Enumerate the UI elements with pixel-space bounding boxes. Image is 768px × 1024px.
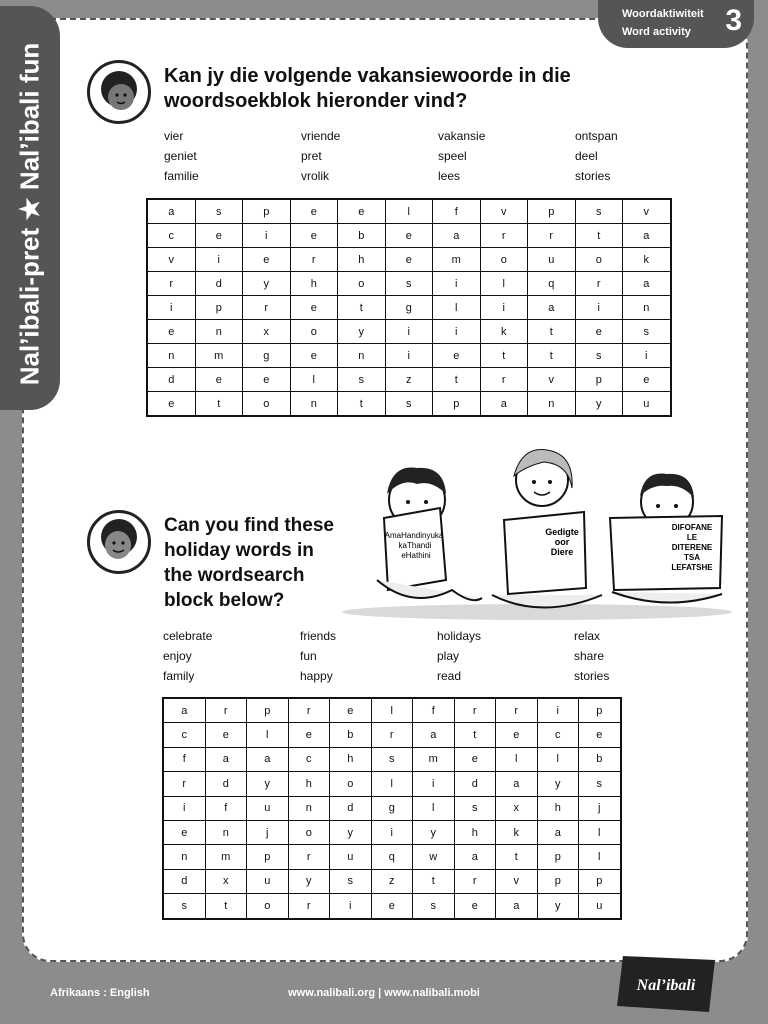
grid-cell: a bbox=[537, 820, 579, 844]
word-item: play bbox=[437, 649, 460, 663]
badge-label-en: Word activity bbox=[622, 26, 691, 38]
grid-cell: i bbox=[433, 320, 481, 344]
grid-row bbox=[147, 392, 671, 417]
grid-cell: y bbox=[537, 772, 579, 796]
book-1-title-line: AmaHandinyuka bbox=[384, 531, 444, 540]
grid-cell: l bbox=[371, 772, 413, 796]
grid-cell: r bbox=[205, 698, 247, 723]
grid-row bbox=[147, 344, 671, 368]
grid-cell: m bbox=[205, 845, 247, 869]
grid-cell: k bbox=[496, 820, 538, 844]
grid-cell: l bbox=[480, 272, 528, 296]
grid-cell: i bbox=[537, 698, 579, 723]
grid-cell: e bbox=[290, 199, 338, 224]
grid-cell: i bbox=[371, 820, 413, 844]
wordsearch-grid-af bbox=[146, 198, 672, 417]
grid-cell: t bbox=[528, 344, 576, 368]
grid-cell: e bbox=[243, 368, 291, 392]
grid-row bbox=[163, 772, 621, 796]
grid-cell: t bbox=[205, 894, 247, 919]
grid-row bbox=[163, 796, 621, 820]
grid-cell: i bbox=[243, 224, 291, 248]
grid-cell: s bbox=[413, 894, 455, 919]
grid-cell: n bbox=[288, 796, 330, 820]
child-avatar-icon bbox=[87, 510, 151, 574]
grid-cell: t bbox=[338, 296, 386, 320]
grid-cell: b bbox=[330, 723, 372, 747]
word-item: celebrate bbox=[163, 629, 213, 643]
word-item: happy bbox=[300, 669, 333, 683]
grid-cell: p bbox=[537, 869, 579, 893]
book-3-title-line: LE bbox=[686, 533, 698, 542]
grid-cell: n bbox=[205, 820, 247, 844]
grid-cell: t bbox=[338, 392, 386, 417]
badge-number: 3 bbox=[725, 4, 742, 37]
side-tab bbox=[0, 6, 60, 410]
grid-cell: t bbox=[575, 224, 623, 248]
word-item: fun bbox=[300, 649, 317, 663]
grid-cell: d bbox=[205, 772, 247, 796]
grid-cell: o bbox=[480, 248, 528, 272]
grid-cell: p bbox=[247, 698, 289, 723]
grid-cell: z bbox=[371, 869, 413, 893]
grid-row bbox=[147, 320, 671, 344]
word-item: enjoy bbox=[163, 649, 192, 663]
word-item: vakansie bbox=[438, 129, 486, 143]
grid-cell: p bbox=[537, 845, 579, 869]
grid-cell: e bbox=[371, 894, 413, 919]
grid-cell: z bbox=[385, 368, 433, 392]
grid-cell: d bbox=[454, 772, 496, 796]
grid-cell: v bbox=[623, 199, 671, 224]
grid-cell: i bbox=[433, 272, 481, 296]
grid-cell: d bbox=[163, 869, 205, 893]
grid-cell: n bbox=[290, 392, 338, 417]
grid-cell: f bbox=[163, 747, 205, 771]
grid-cell: a bbox=[247, 747, 289, 771]
grid-cell: x bbox=[243, 320, 291, 344]
grid-cell: l bbox=[290, 368, 338, 392]
heading-en-line: the wordsearch bbox=[164, 565, 305, 586]
book-1-title-line: eHathini bbox=[401, 551, 431, 560]
grid-cell: k bbox=[623, 248, 671, 272]
book-2-title-line: oor bbox=[554, 537, 570, 547]
grid-cell: o bbox=[247, 894, 289, 919]
grid-cell: s bbox=[371, 747, 413, 771]
grid-cell: u bbox=[623, 392, 671, 417]
grid-row bbox=[163, 820, 621, 844]
grid-cell: d bbox=[147, 368, 195, 392]
heading-en bbox=[164, 513, 334, 613]
grid-cell: o bbox=[575, 248, 623, 272]
word-list-af bbox=[164, 129, 712, 183]
book-3-title-line: TSA bbox=[684, 553, 700, 562]
word-item: stories bbox=[574, 669, 610, 683]
word-item: relax bbox=[574, 629, 601, 643]
grid-cell: i bbox=[330, 894, 372, 919]
grid-cell: b bbox=[338, 224, 386, 248]
grid-cell: i bbox=[623, 344, 671, 368]
word-item: deel bbox=[575, 149, 598, 163]
grid-cell: j bbox=[247, 820, 289, 844]
word-item: share bbox=[574, 649, 605, 663]
grid-cell: m bbox=[413, 747, 455, 771]
grid-cell: e bbox=[195, 368, 243, 392]
grid-cell: i bbox=[480, 296, 528, 320]
grid-cell: p bbox=[243, 199, 291, 224]
grid-cell: o bbox=[243, 392, 291, 417]
grid-cell: r bbox=[480, 368, 528, 392]
grid-cell: h bbox=[290, 272, 338, 296]
book-2-title-line: Gedigte bbox=[545, 527, 579, 537]
grid-cell: x bbox=[205, 869, 247, 893]
grid-cell: n bbox=[623, 296, 671, 320]
grid-cell: o bbox=[330, 772, 372, 796]
book-2-title-line: Diere bbox=[550, 547, 574, 557]
grid-cell: s bbox=[623, 320, 671, 344]
grid-cell: u bbox=[247, 869, 289, 893]
grid-cell: p bbox=[528, 199, 576, 224]
grid-row bbox=[163, 869, 621, 893]
grid-cell: r bbox=[288, 698, 330, 723]
grid-cell: r bbox=[371, 723, 413, 747]
grid-cell: p bbox=[575, 368, 623, 392]
grid-cell: i bbox=[195, 248, 243, 272]
grid-cell: f bbox=[205, 796, 247, 820]
side-tab-title: Nal’ibali-pret ★ Nal’ibali fun bbox=[14, 42, 45, 386]
word-item: speel bbox=[438, 149, 467, 163]
grid-cell: m bbox=[433, 248, 481, 272]
book-3-title-line: LEFATSHE bbox=[671, 563, 713, 572]
grid-cell: i bbox=[163, 796, 205, 820]
grid-cell: y bbox=[338, 320, 386, 344]
grid-cell: r bbox=[288, 894, 330, 919]
book-1-title-line: kaThandi bbox=[398, 541, 432, 550]
badge-label-af: Woordaktiwiteit bbox=[622, 8, 704, 20]
grid-cell: l bbox=[433, 296, 481, 320]
footer-language: Afrikaans : English bbox=[50, 987, 150, 999]
grid-cell: a bbox=[205, 747, 247, 771]
grid-cell: y bbox=[413, 820, 455, 844]
grid-cell: y bbox=[575, 392, 623, 417]
grid-cell: b bbox=[579, 747, 621, 771]
grid-cell: d bbox=[330, 796, 372, 820]
grid-cell: h bbox=[454, 820, 496, 844]
grid-cell: a bbox=[147, 199, 195, 224]
grid-cell: e bbox=[454, 894, 496, 919]
grid-row bbox=[147, 248, 671, 272]
grid-cell: o bbox=[290, 320, 338, 344]
grid-cell: t bbox=[528, 320, 576, 344]
grid-cell: e bbox=[496, 723, 538, 747]
grid-cell: a bbox=[454, 845, 496, 869]
grid-cell: e bbox=[290, 224, 338, 248]
grid-row bbox=[147, 199, 671, 224]
grid-cell: r bbox=[288, 845, 330, 869]
grid-row bbox=[147, 296, 671, 320]
grid-cell: e bbox=[433, 344, 481, 368]
grid-cell: l bbox=[579, 820, 621, 844]
grid-cell: g bbox=[371, 796, 413, 820]
word-item: family bbox=[163, 669, 195, 683]
grid-cell: y bbox=[330, 820, 372, 844]
grid-cell: y bbox=[537, 894, 579, 919]
heading-en-line: block below? bbox=[164, 590, 285, 611]
grid-cell: e bbox=[243, 248, 291, 272]
grid-cell: v bbox=[528, 368, 576, 392]
grid-cell: q bbox=[371, 845, 413, 869]
grid-cell: t bbox=[413, 869, 455, 893]
grid-cell: c bbox=[288, 747, 330, 771]
heading-af-line: Kan jy die volgende vakansiewoorde in die bbox=[164, 65, 571, 87]
grid-cell: i bbox=[413, 772, 455, 796]
word-item: vriende bbox=[301, 129, 341, 143]
grid-cell: c bbox=[147, 224, 195, 248]
grid-cell: u bbox=[528, 248, 576, 272]
grid-cell: t bbox=[480, 344, 528, 368]
grid-cell: s bbox=[195, 199, 243, 224]
word-item: ontspan bbox=[575, 129, 618, 143]
word-item: familie bbox=[164, 169, 199, 183]
grid-cell: i bbox=[575, 296, 623, 320]
grid-row bbox=[163, 723, 621, 747]
grid-row bbox=[163, 747, 621, 771]
grid-cell: e bbox=[288, 723, 330, 747]
grid-cell: p bbox=[579, 698, 621, 723]
grid-cell: v bbox=[147, 248, 195, 272]
footer-websites: www.nalibali.org | www.nalibali.mobi bbox=[288, 987, 480, 999]
grid-row bbox=[147, 368, 671, 392]
word-item: friends bbox=[300, 629, 337, 643]
heading-af-line: woordsoekblok hieronder vind? bbox=[164, 90, 468, 112]
grid-cell: n bbox=[528, 392, 576, 417]
grid-cell: e bbox=[163, 820, 205, 844]
grid-cell: h bbox=[338, 248, 386, 272]
grid-cell: s bbox=[163, 894, 205, 919]
word-item: pret bbox=[301, 149, 322, 163]
grid-cell: u bbox=[330, 845, 372, 869]
grid-cell: e bbox=[454, 747, 496, 771]
grid-cell: c bbox=[537, 723, 579, 747]
book-cover-2 bbox=[504, 512, 586, 594]
grid-cell: f bbox=[413, 698, 455, 723]
grid-cell: l bbox=[579, 845, 621, 869]
grid-cell: i bbox=[385, 320, 433, 344]
grid-cell: n bbox=[147, 344, 195, 368]
grid-cell: t bbox=[496, 845, 538, 869]
grid-cell: e bbox=[147, 392, 195, 417]
grid-cell: y bbox=[247, 772, 289, 796]
book-cover-1 bbox=[384, 508, 446, 590]
grid-row bbox=[147, 272, 671, 296]
word-item: geniet bbox=[164, 149, 197, 163]
grid-cell: t bbox=[195, 392, 243, 417]
grid-cell: e bbox=[205, 723, 247, 747]
grid-cell: y bbox=[288, 869, 330, 893]
grid-cell: p bbox=[195, 296, 243, 320]
grid-cell: s bbox=[575, 344, 623, 368]
grid-cell: r bbox=[290, 248, 338, 272]
grid-cell: n bbox=[338, 344, 386, 368]
word-list-en bbox=[163, 629, 711, 683]
children-reading-illustration bbox=[322, 430, 732, 620]
grid-cell: r bbox=[496, 698, 538, 723]
grid-cell: l bbox=[385, 199, 433, 224]
grid-cell: s bbox=[338, 368, 386, 392]
grid-cell: e bbox=[338, 199, 386, 224]
grid-cell: l bbox=[413, 796, 455, 820]
heading-en-line: holiday words in bbox=[164, 540, 314, 561]
logo-text: Nal’ibali bbox=[636, 977, 696, 994]
grid-cell: r bbox=[163, 772, 205, 796]
grid-cell: a bbox=[623, 272, 671, 296]
grid-cell: e bbox=[575, 320, 623, 344]
grid-cell: n bbox=[195, 320, 243, 344]
grid-cell: e bbox=[623, 368, 671, 392]
grid-cell: e bbox=[330, 698, 372, 723]
grid-cell: w bbox=[413, 845, 455, 869]
grid-cell: l bbox=[247, 723, 289, 747]
grid-cell: o bbox=[338, 272, 386, 296]
grid-cell: s bbox=[385, 392, 433, 417]
grid-cell: a bbox=[413, 723, 455, 747]
grid-cell: x bbox=[496, 796, 538, 820]
grid-cell: h bbox=[288, 772, 330, 796]
heading-en-line: Can you find these bbox=[164, 515, 334, 536]
grid-row bbox=[163, 845, 621, 869]
grid-cell: e bbox=[195, 224, 243, 248]
grid-cell: p bbox=[247, 845, 289, 869]
grid-cell: l bbox=[371, 698, 413, 723]
grid-cell: l bbox=[496, 747, 538, 771]
book-3-title-line: DIFOFANE bbox=[671, 523, 713, 532]
grid-cell: j bbox=[579, 796, 621, 820]
grid-cell: s bbox=[330, 869, 372, 893]
grid-cell: r bbox=[243, 296, 291, 320]
grid-cell: e bbox=[290, 344, 338, 368]
heading-af bbox=[164, 64, 571, 114]
grid-cell: f bbox=[433, 199, 481, 224]
grid-cell: q bbox=[528, 272, 576, 296]
grid-cell: g bbox=[243, 344, 291, 368]
grid-cell: r bbox=[575, 272, 623, 296]
grid-cell: t bbox=[433, 368, 481, 392]
grid-cell: c bbox=[163, 723, 205, 747]
grid-cell: a bbox=[433, 224, 481, 248]
grid-cell: d bbox=[195, 272, 243, 296]
grid-cell: t bbox=[454, 723, 496, 747]
grid-cell: p bbox=[433, 392, 481, 417]
grid-cell: u bbox=[247, 796, 289, 820]
grid-cell: r bbox=[480, 224, 528, 248]
grid-cell: e bbox=[385, 248, 433, 272]
grid-cell: e bbox=[290, 296, 338, 320]
grid-row bbox=[163, 698, 621, 723]
grid-cell: s bbox=[385, 272, 433, 296]
grid-cell: g bbox=[385, 296, 433, 320]
grid-cell: s bbox=[454, 796, 496, 820]
nalibali-logo bbox=[615, 950, 719, 1016]
grid-cell: v bbox=[480, 199, 528, 224]
grid-cell: p bbox=[579, 869, 621, 893]
grid-cell: r bbox=[528, 224, 576, 248]
book-cover-3 bbox=[610, 516, 722, 590]
grid-cell: s bbox=[579, 772, 621, 796]
grid-cell: e bbox=[579, 723, 621, 747]
grid-cell: a bbox=[496, 772, 538, 796]
grid-cell: r bbox=[147, 272, 195, 296]
grid-cell: a bbox=[528, 296, 576, 320]
word-item: vier bbox=[164, 129, 184, 143]
grid-cell: e bbox=[385, 224, 433, 248]
child-avatar-icon bbox=[87, 60, 151, 124]
grid-cell: i bbox=[147, 296, 195, 320]
grid-cell: m bbox=[195, 344, 243, 368]
grid-row bbox=[147, 224, 671, 248]
word-item: stories bbox=[575, 169, 611, 183]
word-item: read bbox=[437, 669, 462, 683]
book-3-title-line: DITERENE bbox=[671, 543, 713, 552]
grid-cell: y bbox=[243, 272, 291, 296]
grid-cell: e bbox=[147, 320, 195, 344]
grid-cell: a bbox=[163, 698, 205, 723]
grid-cell: u bbox=[579, 894, 621, 919]
grid-cell: h bbox=[330, 747, 372, 771]
grid-cell: h bbox=[537, 796, 579, 820]
grid-cell: a bbox=[480, 392, 528, 417]
word-item: lees bbox=[438, 169, 461, 183]
grid-cell: v bbox=[496, 869, 538, 893]
grid-cell: a bbox=[623, 224, 671, 248]
grid-cell: k bbox=[480, 320, 528, 344]
grid-cell: r bbox=[454, 698, 496, 723]
grid-cell: a bbox=[496, 894, 538, 919]
activity-badge bbox=[598, 0, 754, 48]
grid-cell: r bbox=[454, 869, 496, 893]
grid-cell: l bbox=[537, 747, 579, 771]
wordsearch-grid-en bbox=[162, 697, 622, 920]
word-item: holidays bbox=[437, 629, 482, 643]
grid-cell: n bbox=[163, 845, 205, 869]
grid-row bbox=[163, 894, 621, 919]
grid-cell: s bbox=[575, 199, 623, 224]
grid-cell: o bbox=[288, 820, 330, 844]
word-item: vrolik bbox=[301, 169, 330, 183]
grid-cell: i bbox=[385, 344, 433, 368]
